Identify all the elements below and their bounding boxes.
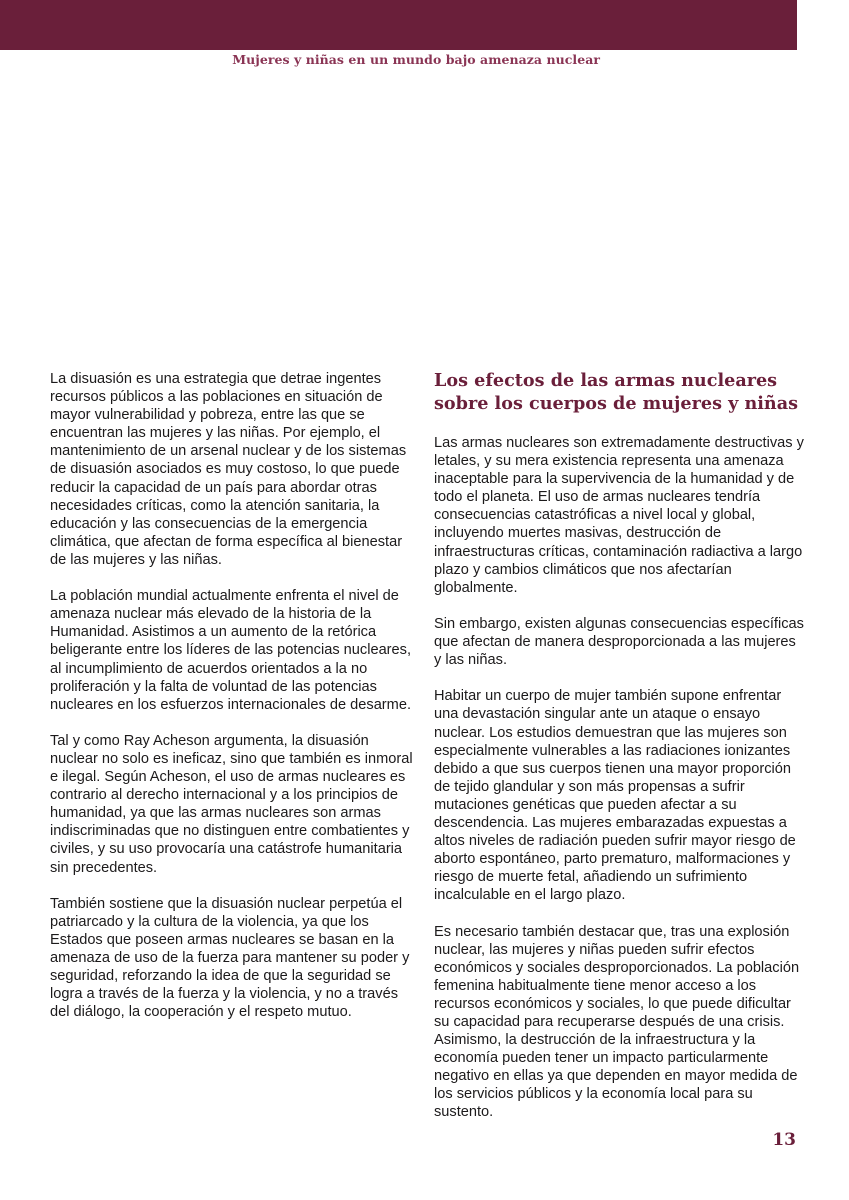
header-color-band: [0, 0, 797, 50]
left-paragraph-1: La disuasión es una estrategia que detrae ingentes recursos públicos a las poblaciones en situación de mayor vulnerabilidad y pobreza, entre las que se encuentran las mujeres y las niñas. Por ejemplo, el mantenimiento de un arsenal nuclear y de los sistemas de disuasión asociados es muy costoso, lo que puede reducir la capacidad de un país para abordar otras necesidades críticas, como la atención sanitaria, la educación y las consecuencias de la emergencia climática, que afectan de forma específica al bienestar de las mujeres y las niñas.: [50, 371, 407, 568]
right-paragraph-1: Las armas nucleares son extremadamente destructivas y letales, y su mera existencia representa una amenaza inaceptable para la supervivencia de la humanidad y de todo el planeta. El uso de armas nucleares tendría consecuencias catastróficas a nivel local y global, incluyendo muertes masivas, destrucción de infraestructuras críticas, contaminación radiactiva a largo plazo y cambios climáticos que nos afectarían globalmente.: [434, 435, 804, 596]
left-paragraph-2: La población mundial actualmente enfrenta el nivel de amenaza nuclear más elevado de la historia de la Humanidad. Asistimos a un aumento de la retórica beligerante entre los líderes de las potencias nucleares, al incumplimiento de acuerdos orientados a la no proliferación y la falta de voluntad de las potencias nucleares en los esfuerzos internacionales de desarme.: [50, 588, 412, 713]
right-paragraph-4: Es necesario también destacar que, tras una explosión nuclear, las mujeres y niñas pueden sufrir efectos económicos y sociales desproporcionados. La población femenina habitualmente tiene menor acceso a los recursos económicos y sociales, lo que puede dificultar su capacidad para recuperarse después de una crisis. Asimismo, la destrucción de la infraestructura y la economía pueden tener un impacto particularmente negativo en ellas ya que dependen en mayor medida de los servicios públicos y la economía local para su sustento.: [434, 923, 800, 1121]
right-column: [434, 370, 804, 1140]
left-column: [50, 370, 420, 1039]
left-paragraph-3: Tal y como Ray Acheson argumenta, la disuasión nuclear no solo es ineficaz, sino que también es inmoral e ilegal. Según Acheson, el uso de armas nucleares es contrario al derecho internacional y a los principios de humanidad, ya que las armas nucleares son armas indiscriminadas que no distinguen entre combatientes y civiles, y su uso provocaría una catástrofe humanitaria sin precedentes.: [50, 732, 413, 876]
section-heading: Los efectos de las armas nucleares sobre los cuerpos de mujeres y niñas: [434, 370, 799, 414]
right-paragraph-3: Habitar un cuerpo de mujer también supone enfrentar una devastación singular ante un ataque o ensayo nuclear. Los estudios demuestran que las mujeres son especialmente vulnerables a las radiaciones ionizantes debido a que sus cuerpos tienen una mayor proporción de tejido glandular y son más propensas a sufrir mutaciones genéticas que pueden afectar a su descendencia. Las mujeres embarazadas expuestas a altos niveles de radiación pueden sufrir mayor riesgo de aborto espontáneo, parto prematuro, malformaciones y riesgo de muerte fetal, añadiendo un sufrimiento incalculable en el largo plazo.: [434, 688, 796, 904]
left-paragraph-4: También sostiene que la disuasión nuclear perpetúa el patriarcado y la cultura de la violencia, ya que los Estados que poseen armas nucleares se basan en la amenaza de uso de la fuerza para mantener su poder y seguridad, reforzando la idea de que la seguridad se logra a través de la fuerza y la violencia, y no a través del diálogo, la cooperación y el respeto mutuo.: [50, 895, 410, 1021]
right-paragraph-2: Sin embargo, existen algunas consecuencias específicas que afectan de manera desproporcionada a las mujeres y las niñas.: [434, 615, 804, 669]
running-header-title: Mujeres y niñas en un mundo bajo amenaza nuclear: [232, 52, 600, 67]
page-number: 13: [772, 1130, 796, 1150]
